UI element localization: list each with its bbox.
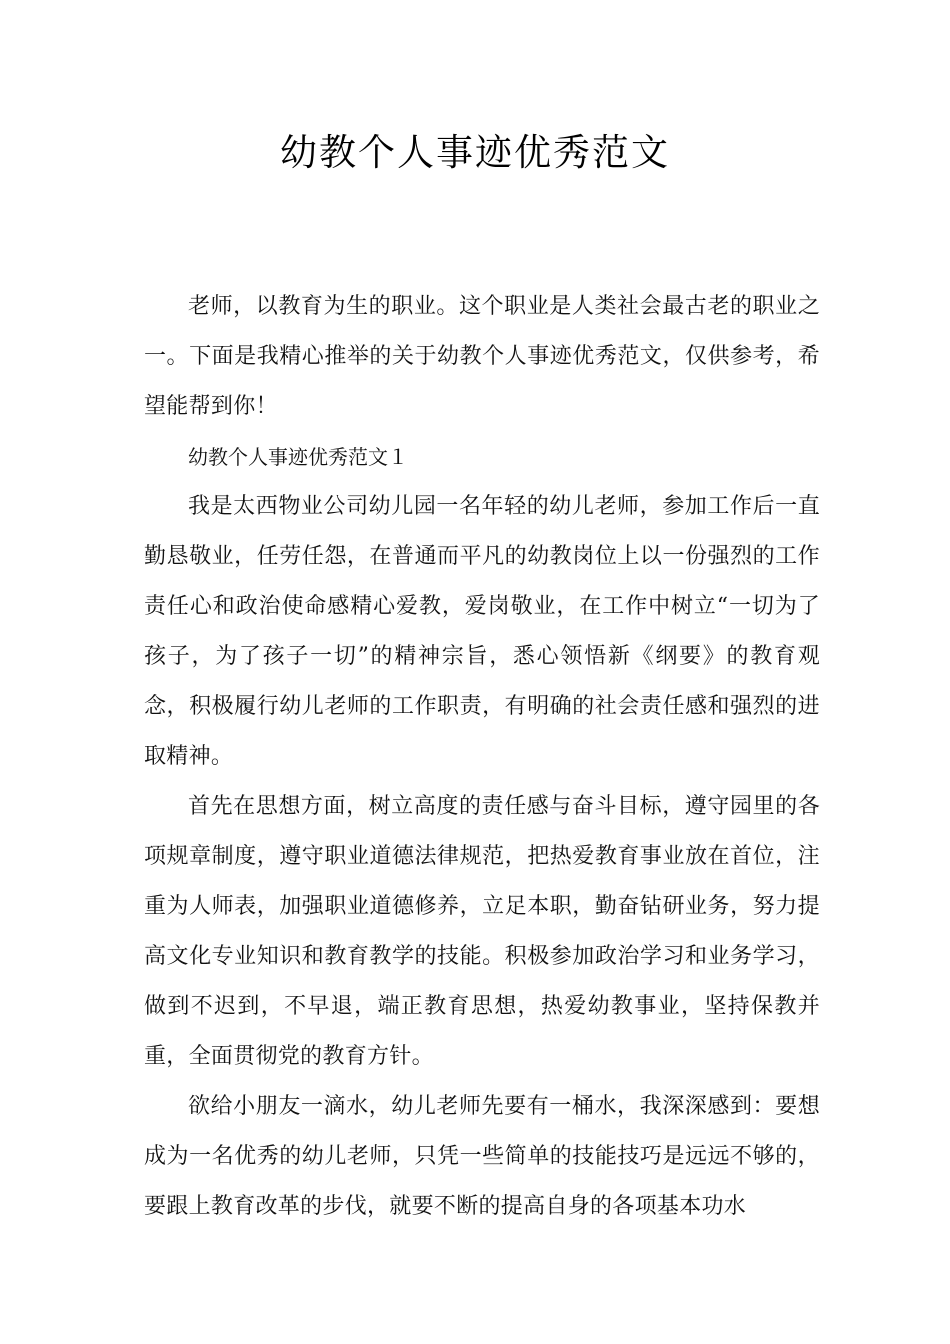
body-paragraph-2: 首先在思想方面，树立高度的责任感与奋斗目标，遵守园里的各项规章制度，遵守职业道德法律规范，把热爱教育事业放在首位，注重为人师表，加强职业道德修养，立足本职，勤奋钻研业务，努力提高文化专业知识和教育教学的技能。积极参加政治学习和业务学习，做到不迟到，不早退，端正教育思想，热爱幼教事业，坚持保教并重，全面贯彻党的教育方针。 [144, 794, 820, 1069]
body-paragraph-3: 欲给小朋友一滴水，幼儿老师先要有一桶水，我深深感到：要想成为一名优秀的幼儿老师，只凭一些简单的技能技巧是远远不够的，要跟上教育改革的步伐，就要不断的提高自身的各项基本功水 [144, 1094, 820, 1219]
document-title: 幼教个人事迹优秀范文 [280, 131, 670, 174]
document-body [144, 282, 820, 1232]
intro-paragraph: 老师，以教育为生的职业。这个职业是人类社会最古老的职业之一。下面是我精心推举的关于幼教个人事迹优秀范文，仅供参考，希望能帮到你！ [144, 294, 820, 419]
body-paragraph-1: 我是太西物业公司幼儿园一名年轻的幼儿老师，参加工作后一直勤恳敬业，任劳任怨，在普通而平凡的幼教岗位上以一份强烈的工作责任心和政治使命感精心爱教，爱岗敬业，在工作中树立“一切为了孩子，为了孩子一切”的精神宗旨，悉心领悟新《纲要》的教育观念，积极履行幼儿老师的工作职责，有明确的社会责任感和强烈的进取精神。 [144, 494, 820, 769]
section-heading: 幼教个人事迹优秀范文１ [188, 445, 408, 469]
